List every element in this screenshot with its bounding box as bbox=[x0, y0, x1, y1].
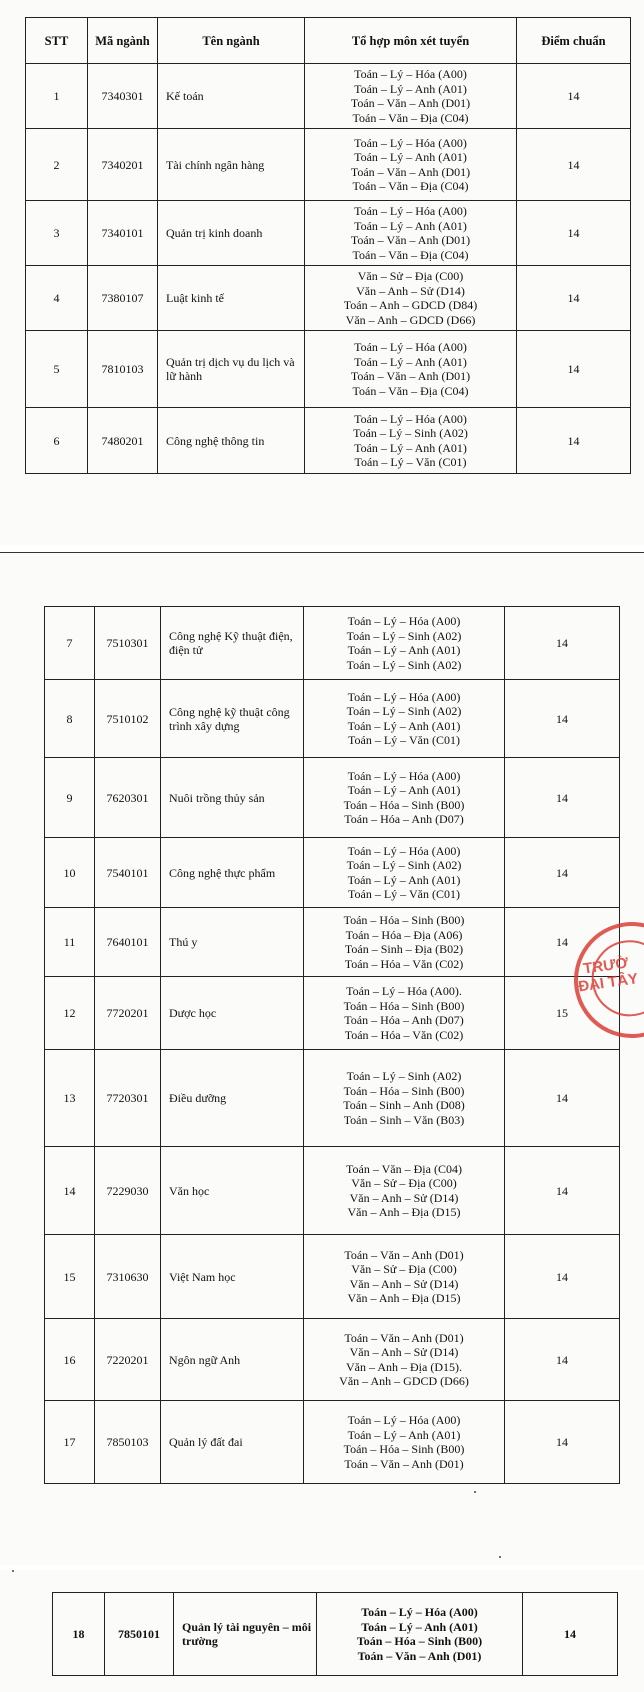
row-stt: 4 bbox=[26, 266, 88, 331]
subject-combo: Toán – Lý – Anh (A01) bbox=[347, 783, 461, 797]
subject-combo: Toán – Lý – Hóa (A00) bbox=[354, 340, 467, 354]
row-major-name: Ngôn ngữ Anh bbox=[161, 1319, 304, 1401]
subject-combo: Toán – Văn – Anh (D01) bbox=[350, 369, 471, 383]
row-cutoff-score: 14 bbox=[517, 331, 631, 408]
subject-combo: Toán – Văn – Anh (D01) bbox=[344, 1330, 464, 1345]
row-subject-combos bbox=[305, 129, 517, 201]
row-major-name: Điều dưỡng bbox=[161, 1050, 304, 1147]
row-stt: 18 bbox=[53, 1593, 105, 1676]
subject-combo: Toán – Hóa – Sinh (B00) bbox=[343, 1083, 465, 1098]
header-code: Mã ngành bbox=[88, 18, 158, 64]
row-major-name: Thú y bbox=[161, 908, 304, 977]
subject-combo: Văn – Sử – Địa (C00) bbox=[351, 1262, 457, 1276]
subject-combo: Văn – Anh – Địa (D15). bbox=[346, 1359, 462, 1374]
row-stt: 7 bbox=[45, 607, 95, 680]
row-code: 7310630 bbox=[95, 1235, 161, 1319]
row-major-name: Công nghệ Kỹ thuật điện, điện tử bbox=[161, 607, 304, 680]
row-subject-combos bbox=[305, 331, 517, 408]
subject-combo: Toán – Lý – Hóa (A00) bbox=[354, 135, 467, 150]
subject-combo: Toán – Lý – Hóa (A00) bbox=[347, 689, 461, 704]
header-score: Điểm chuẩn bbox=[517, 18, 631, 64]
admission-table-part-3 bbox=[52, 1592, 618, 1676]
table-row bbox=[26, 331, 631, 408]
row-stt: 17 bbox=[45, 1401, 95, 1484]
row-cutoff-score: 14 bbox=[505, 1050, 620, 1147]
subject-combo: Toán – Lý – Văn (C01) bbox=[348, 733, 460, 747]
stamp-text: TRƯỜ ĐẠI TÂY bbox=[577, 954, 640, 996]
row-stt: 15 bbox=[45, 1235, 95, 1319]
header-stt: STT bbox=[26, 18, 88, 64]
subject-combo: Toán – Hóa – Sinh (B00) bbox=[343, 797, 465, 812]
subject-combo: Toán – Lý – Hóa (A00) bbox=[361, 1605, 478, 1619]
header-row bbox=[26, 18, 631, 64]
row-cutoff-score: 14 bbox=[505, 1235, 620, 1319]
table-row bbox=[45, 1319, 620, 1401]
row-stt: 2 bbox=[26, 129, 88, 201]
subject-combo: Toán – Lý – Sinh (A02) bbox=[346, 704, 462, 718]
row-subject-combos bbox=[304, 1147, 505, 1235]
subject-combo: Toán – Hóa – Sinh (B00) bbox=[343, 1442, 465, 1456]
row-subject-combos bbox=[304, 758, 505, 838]
row-stt: 9 bbox=[45, 758, 95, 838]
subject-combo: Toán – Lý – Sinh (A02) bbox=[346, 1069, 462, 1083]
subject-combo: Toán – Văn – Anh (D01) bbox=[350, 96, 471, 110]
table-row bbox=[45, 977, 620, 1050]
row-cutoff-score: 14 bbox=[505, 838, 620, 908]
admission-table-part-2 bbox=[44, 606, 620, 1484]
row-cutoff-score: 14 bbox=[505, 680, 620, 758]
subject-combo: Toán – Hóa – Sinh (B00) bbox=[343, 913, 465, 927]
table-row bbox=[45, 1401, 620, 1484]
row-cutoff-score: 15 bbox=[505, 977, 620, 1050]
row-code: 7510301 bbox=[95, 607, 161, 680]
subject-combo: Toán – Lý – Hóa (A00) bbox=[354, 204, 467, 218]
table-row bbox=[53, 1593, 618, 1676]
table-row bbox=[26, 266, 631, 331]
row-cutoff-score: 14 bbox=[505, 1401, 620, 1484]
subject-combo: Toán – Sinh – Anh (D08) bbox=[343, 1098, 465, 1112]
table-row bbox=[45, 838, 620, 908]
row-cutoff-score: 14 bbox=[505, 908, 620, 977]
table-row bbox=[45, 680, 620, 758]
subject-combo: Toán – Văn – Địa (C04) bbox=[352, 179, 469, 193]
row-major-name: Kế toán bbox=[158, 64, 305, 129]
header-name: Tên ngành bbox=[158, 18, 305, 64]
subject-combo: Văn – Anh – Địa (D15) bbox=[347, 1205, 461, 1219]
row-stt: 6 bbox=[26, 408, 88, 474]
row-subject-combos bbox=[304, 1401, 505, 1484]
row-cutoff-score: 14 bbox=[517, 64, 631, 129]
subject-combo: Toán – Lý – Sinh (A02) bbox=[346, 858, 462, 872]
subject-combo: Toán – Hóa – Sinh (B00) bbox=[356, 1634, 483, 1648]
row-code: 7620301 bbox=[95, 758, 161, 838]
row-stt: 14 bbox=[45, 1147, 95, 1235]
subject-combo: Toán – Văn – Anh (D01) bbox=[344, 1456, 464, 1471]
subject-combo: Văn – Anh – Sử (D14) bbox=[356, 283, 465, 298]
subject-combo: Toán – Hóa – Anh (D07) bbox=[344, 1013, 464, 1027]
subject-combo: Toán – Văn – Anh (D01) bbox=[350, 233, 471, 247]
subject-combo: Toán – Văn – Địa (C04) bbox=[352, 383, 469, 398]
table-row bbox=[26, 408, 631, 474]
row-subject-combos bbox=[305, 201, 517, 266]
table-row bbox=[45, 607, 620, 680]
subject-combo: Toán – Lý – Hóa (A00) bbox=[347, 614, 461, 628]
subject-combo: Toán – Văn – Anh (D01) bbox=[357, 1648, 482, 1663]
admission-table-part-1 bbox=[25, 17, 631, 474]
subject-combo: Toán – Văn – Anh (D01) bbox=[350, 164, 471, 179]
row-code: 7340301 bbox=[88, 64, 158, 129]
row-stt: 3 bbox=[26, 201, 88, 266]
scan-speck bbox=[499, 1556, 501, 1558]
row-code: 7340201 bbox=[88, 129, 158, 201]
row-major-name: Quản lý tài nguyên – môi trường bbox=[174, 1593, 317, 1676]
subject-combo: Toán – Lý – Anh (A01) bbox=[347, 718, 461, 733]
subject-combo: Văn – Anh – GDCD (D66) bbox=[345, 312, 476, 327]
row-cutoff-score: 14 bbox=[517, 201, 631, 266]
row-major-name: Công nghệ thông tin bbox=[158, 408, 305, 474]
row-code: 7510102 bbox=[95, 680, 161, 758]
subject-combo: Toán – Lý – Hóa (A00) bbox=[354, 67, 467, 81]
row-subject-combos bbox=[304, 1235, 505, 1319]
row-cutoff-score: 14 bbox=[505, 607, 620, 680]
subject-combo: Toán – Lý – Văn (C01) bbox=[354, 455, 467, 469]
subject-combo: Văn – Anh – Sử (D14) bbox=[349, 1276, 459, 1291]
row-subject-combos bbox=[305, 408, 517, 474]
row-code: 7810103 bbox=[88, 331, 158, 408]
row-subject-combos bbox=[304, 908, 505, 977]
row-subject-combos bbox=[304, 977, 505, 1050]
table-row bbox=[26, 129, 631, 201]
row-subject-combos bbox=[304, 838, 505, 908]
scan-speck bbox=[12, 1570, 14, 1572]
row-cutoff-score: 14 bbox=[505, 758, 620, 838]
row-subject-combos bbox=[305, 266, 517, 331]
row-major-name: Quản trị kinh doanh bbox=[158, 201, 305, 266]
subject-combo: Toán – Hóa – Văn (C02) bbox=[344, 1027, 464, 1042]
row-major-name: Quản lý đất đai bbox=[161, 1401, 304, 1484]
subject-combo: Văn – Anh – Địa (D15) bbox=[347, 1291, 461, 1305]
row-subject-combos bbox=[317, 1593, 523, 1676]
row-major-name: Nuôi trồng thủy sản bbox=[161, 758, 304, 838]
row-cutoff-score: 14 bbox=[517, 408, 631, 474]
row-cutoff-score: 14 bbox=[517, 266, 631, 331]
row-stt: 8 bbox=[45, 680, 95, 758]
subject-combo: Toán – Hóa – Văn (C02) bbox=[344, 956, 464, 971]
subject-combo: Toán – Lý – Hóa (A00) bbox=[354, 411, 467, 426]
subject-combo: Toán – Sinh – Văn (B03) bbox=[343, 1112, 465, 1127]
row-code: 7380107 bbox=[88, 266, 158, 331]
row-major-name: Tài chính ngân hàng bbox=[158, 129, 305, 201]
subject-combo: Toán – Lý – Hóa (A00) bbox=[347, 1413, 461, 1427]
subject-combo: Toán – Hóa – Sinh (B00) bbox=[343, 998, 465, 1013]
subject-combo: Toán – Văn – Địa (C04) bbox=[352, 110, 469, 125]
subject-combo: Toán – Lý – Văn (C01) bbox=[348, 887, 460, 901]
subject-combo: Toán – Lý – Anh (A01) bbox=[354, 440, 467, 455]
subject-combo: Toán – Lý – Anh (A01) bbox=[354, 81, 467, 96]
row-cutoff-score: 14 bbox=[517, 129, 631, 201]
subject-combo: Toán – Lý – Hóa (A00). bbox=[346, 984, 462, 998]
row-code: 7850103 bbox=[95, 1401, 161, 1484]
table-row bbox=[45, 758, 620, 838]
subject-combo: Toán – Văn – Anh (D01) bbox=[344, 1247, 464, 1262]
subject-combo: Toán – Lý – Anh (A01) bbox=[347, 872, 461, 887]
subject-combo: Toán – Văn – Địa (C04) bbox=[346, 1161, 462, 1176]
row-subject-combos bbox=[304, 1319, 505, 1401]
subject-combo: Toán – Lý – Anh (A01) bbox=[354, 354, 467, 369]
row-stt: 1 bbox=[26, 64, 88, 129]
subject-combo: Văn – Anh – Sử (D14) bbox=[349, 1345, 459, 1359]
subject-combo: Toán – Hóa – Anh (D07) bbox=[344, 812, 464, 826]
row-subject-combos bbox=[304, 1050, 505, 1147]
row-major-name: Dược học bbox=[161, 977, 304, 1050]
row-stt: 16 bbox=[45, 1319, 95, 1401]
row-cutoff-score: 14 bbox=[505, 1147, 620, 1235]
subject-combo: Toán – Lý – Sinh (A02) bbox=[353, 426, 468, 440]
table-row bbox=[26, 201, 631, 266]
subject-combo: Toán – Lý – Sinh (A02) bbox=[346, 628, 462, 643]
row-stt: 12 bbox=[45, 977, 95, 1050]
row-stt: 11 bbox=[45, 908, 95, 977]
subject-combo: Văn – Anh – GDCD (D66) bbox=[339, 1374, 469, 1388]
row-code: 7720301 bbox=[95, 1050, 161, 1147]
row-code: 7850101 bbox=[105, 1593, 174, 1676]
subject-combo: Văn – Sử – Địa (C00) bbox=[351, 1176, 457, 1190]
subject-combo: Toán – Anh – GDCD (D84) bbox=[343, 298, 478, 312]
row-cutoff-score: 14 bbox=[505, 1319, 620, 1401]
subject-combo: Toán – Lý – Hóa (A00) bbox=[347, 768, 461, 783]
row-subject-combos bbox=[304, 607, 505, 680]
table-row bbox=[45, 1147, 620, 1235]
row-major-name: Công nghệ kỹ thuật công trình xây dựng bbox=[161, 680, 304, 758]
subject-combo: Toán – Lý – Anh (A01) bbox=[354, 218, 467, 233]
subject-combo: Toán – Lý – Hóa (A00) bbox=[347, 843, 461, 858]
subject-combo: Toán – Lý – Anh (A01) bbox=[361, 1619, 478, 1634]
row-cutoff-score: 14 bbox=[523, 1593, 618, 1676]
subject-combo: Toán – Lý – Sinh (A02) bbox=[346, 657, 462, 672]
table-row bbox=[26, 64, 631, 129]
subject-combo: Toán – Hóa – Địa (A06) bbox=[345, 927, 463, 942]
row-code: 7540101 bbox=[95, 838, 161, 908]
row-major-name: Công nghệ thực phẩm bbox=[161, 838, 304, 908]
row-major-name: Việt Nam học bbox=[161, 1235, 304, 1319]
scan-speck bbox=[474, 1491, 476, 1493]
subject-combo: Toán – Sinh – Địa (B02) bbox=[344, 942, 464, 956]
row-stt: 10 bbox=[45, 838, 95, 908]
row-code: 7229030 bbox=[95, 1147, 161, 1235]
row-stt: 13 bbox=[45, 1050, 95, 1147]
row-code: 7640101 bbox=[95, 908, 161, 977]
subject-combo: Văn – Anh – Sử (D14) bbox=[349, 1190, 459, 1205]
row-code: 7220201 bbox=[95, 1319, 161, 1401]
row-subject-combos bbox=[304, 680, 505, 758]
row-stt: 5 bbox=[26, 331, 88, 408]
subject-combo: Toán – Lý – Anh (A01) bbox=[347, 1427, 461, 1442]
row-major-name: Văn học bbox=[161, 1147, 304, 1235]
header-combo: Tổ hợp môn xét tuyển bbox=[305, 18, 517, 64]
row-major-name: Quản trị dịch vụ du lịch và lữ hành bbox=[158, 331, 305, 408]
row-major-name: Luật kinh tế bbox=[158, 266, 305, 331]
table-row bbox=[45, 1235, 620, 1319]
row-code: 7720201 bbox=[95, 977, 161, 1050]
subject-combo: Toán – Lý – Anh (A01) bbox=[347, 643, 461, 657]
table-row bbox=[45, 1050, 620, 1147]
subject-combo: Toán – Lý – Anh (A01) bbox=[354, 150, 467, 164]
subject-combo: Văn – Sử – Địa (C00) bbox=[357, 269, 464, 283]
row-code: 7340101 bbox=[88, 201, 158, 266]
table-row bbox=[45, 908, 620, 977]
row-code: 7480201 bbox=[88, 408, 158, 474]
subject-combo: Toán – Văn – Địa (C04) bbox=[352, 247, 469, 262]
row-subject-combos bbox=[305, 64, 517, 129]
